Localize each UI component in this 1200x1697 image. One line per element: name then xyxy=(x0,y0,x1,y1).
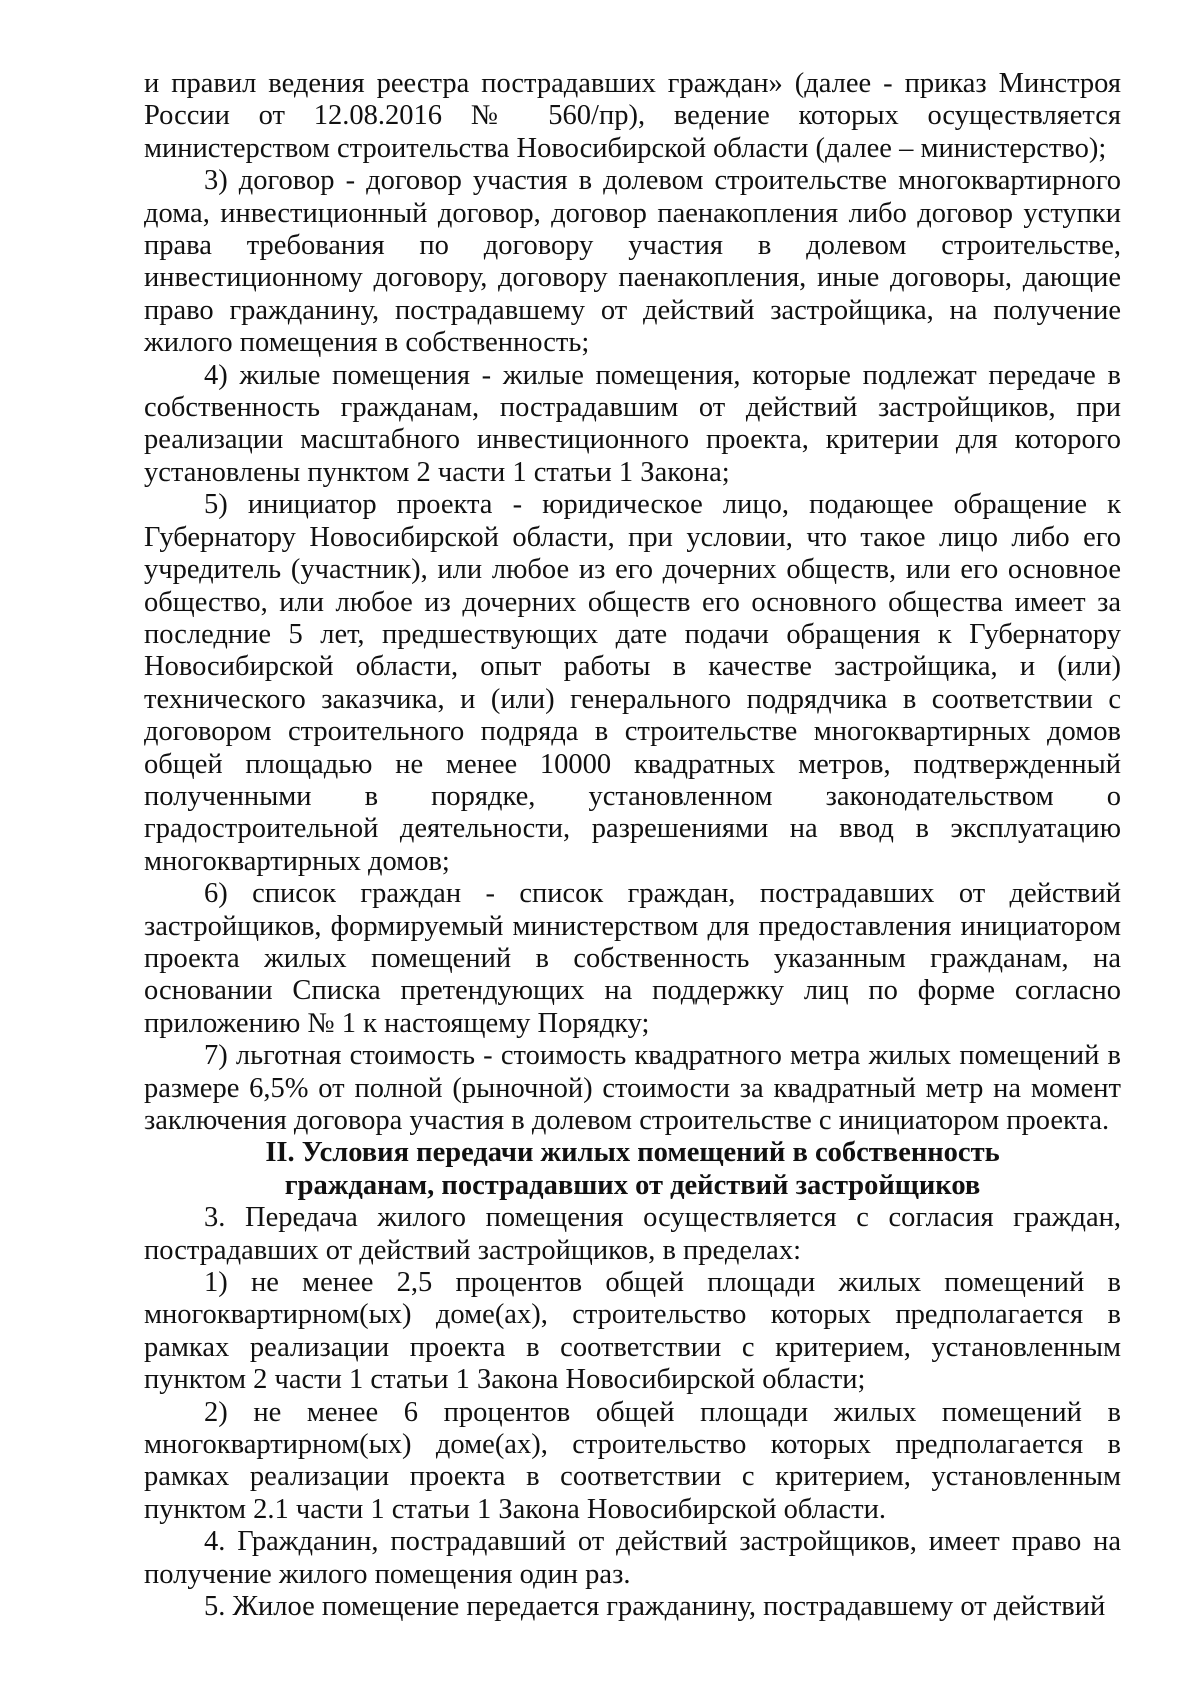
paragraph-continuation-prikaz: и правил ведения реестра пострадавших граждан» (далее - приказ Минстроя России от 12.08.2016 № 560/пр), ведение которых осуществляется министерством строительства Новосибирской области (далее – министерство); xyxy=(144,68,1121,164)
paragraph-item-3: 3. Передача жилого помещения осуществляется с согласия граждан, пострадавших от действий застройщиков, в пределах: xyxy=(144,1202,1121,1266)
paragraph-definition-dogovor: 3) договор - договор участия в долевом строительстве многоквартирного дома, инвестиционный договор, договор паенакопления либо договор уступки права требования по договору участия в долевом строительстве, инвестиционному договору, договору паенакопления, иные договоры, дающие право гражданину, пострадавшему от действий застройщика, на получение жилого помещения в собственность; xyxy=(144,165,1121,359)
paragraph-item-5: 5. Жилое помещение передается гражданину, пострадавшему от действий xyxy=(204,1591,1106,1623)
section-heading-line-1: II. Условия передачи жилых помещений в собственность xyxy=(265,1137,1000,1169)
paragraph-definition-zhilye-pomeshcheniya: 4) жилые помещения - жилые помещения, которые подлежат передаче в собственность гражданам, пострадавшим от действий застройщиков, при реализации масштабного инвестиционного проекта, критерии для которого установлены пунктом 2 части 1 статьи 1 Закона; xyxy=(144,359,1121,488)
paragraph-definition-spisok-grazhdan: 6) список граждан - список граждан, пострадавших от действий застройщиков, формируемый министерством для предоставления инициатором проекта жилых помещений в собственность указанным гражданам, на основании Списка претендующих на поддержку лиц по форме согласно приложению № 1 к настоящему Порядку; xyxy=(144,878,1121,1039)
paragraph-definition-lgotnaya-stoimost: 7) льготная стоимость - стоимость квадратного метра жилых помещений в размере 6,5% от полной (рыночной) стоимости за квадратный метр на момент заключения договора участия в долевом строительстве с инициатором проекта. xyxy=(144,1040,1121,1136)
document-page xyxy=(144,68,1121,1624)
paragraph-item-4: 4. Гражданин, пострадавший от действий застройщиков, имеет право на получение жилого помещения один раз. xyxy=(144,1526,1121,1590)
paragraph-definition-initsiator-proekta: 5) инициатор проекта - юридическое лицо, подающее обращение к Губернатору Новосибирской области, при условии, что такое лицо либо его учредитель (участник), или любое из его дочерних обществ, или его основное общество, или любое из дочерних обществ его основного общества имеет за последние 5 лет, предшествующих дате подачи обращения к Губернатору Новосибирской области, опыт работы в качестве застройщика, и (или) технического заказчика, и (или) генерального подрядчика в соответствии с договором строительного подряда в строительстве многоквартирных домов общей площадью не менее 10000 квадратных метров, подтвержденный полученными в порядке, установленном законодательством о градостроительной деятельности, разрешениями на ввод в эксплуатацию многоквартирных домов; xyxy=(144,489,1121,877)
section-heading-line-2: гражданам, пострадавших от действий застройщиков xyxy=(284,1169,981,1201)
paragraph-subitem-3-2: 2) не менее 6 процентов общей площади жилых помещений в многоквартирном(ых) доме(ах), строительство которых предполагается в рамках реализации проекта в соответствии с критерием, установленным пунктом 2.1 части 1 статьи 1 Закона Новосибирской области. xyxy=(144,1396,1121,1525)
paragraph-subitem-3-1: 1) не менее 2,5 процентов общей площади жилых помещений в многоквартирном(ых) доме(ах), строительство которых предполагается в рамках реализации проекта в соответствии с критерием, установленным пунктом 2 части 1 статьи 1 Закона Новосибирской области; xyxy=(144,1267,1121,1396)
